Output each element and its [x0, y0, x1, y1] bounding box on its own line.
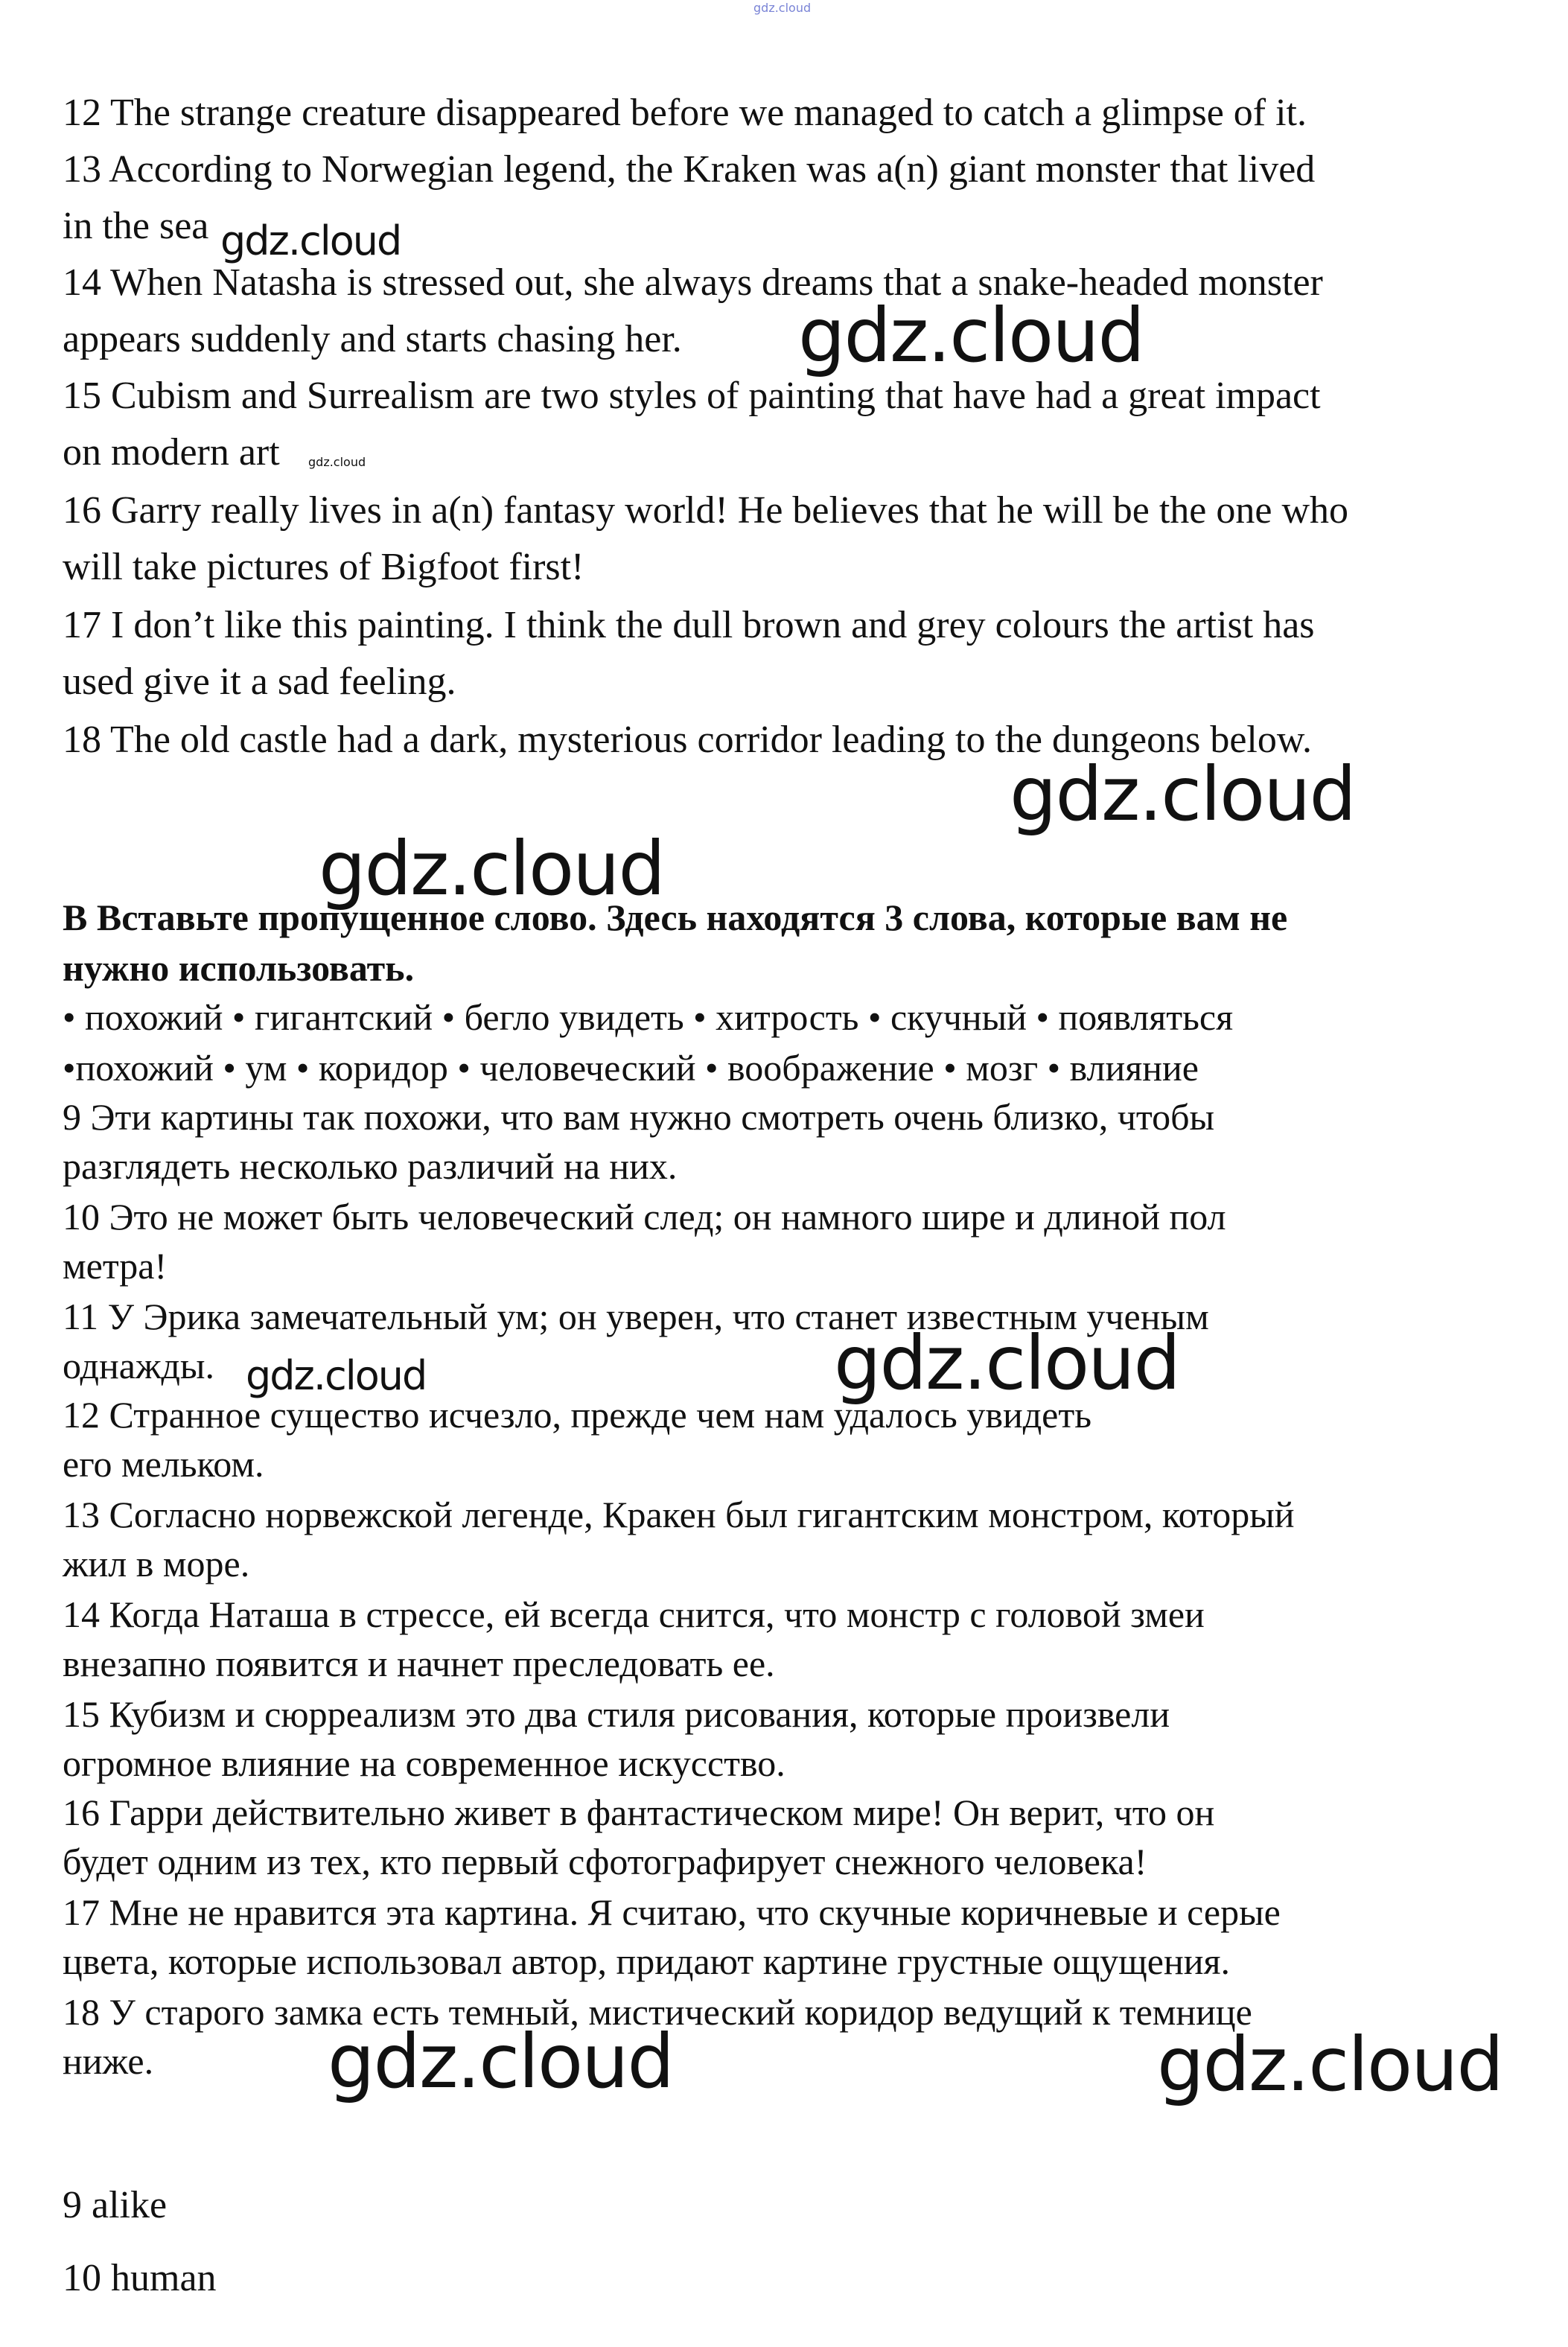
watermark-top: gdz.cloud	[753, 1, 812, 15]
russian-line: будет одним из тех, кто первый сфотографирует снежного человека!	[63, 1841, 1147, 1882]
russian-line: ниже.	[63, 2040, 154, 2082]
task-heading: нужно использовать.	[63, 947, 415, 989]
russian-line: цвета, которые использовал автор, придают картине грустные ощущения.	[63, 1940, 1230, 1982]
english-line: appears suddenly and starts chasing her.	[63, 318, 682, 360]
answer-line: 10 human	[63, 2257, 217, 2299]
english-line: will take pictures of Bigfoot first!	[63, 546, 584, 588]
russian-line: 15 Кубизм и сюрреализм это два стиля рисования, которые произвели	[63, 1693, 1170, 1735]
english-line: used give it a sad feeling.	[63, 660, 456, 703]
russian-line: 10 Это не может быть человеческий след; он намного шире и длиной пол	[63, 1196, 1226, 1238]
english-line: 15 Cubism and Surrealism are two styles of painting that have had a great impact	[63, 375, 1321, 417]
watermark: gdz.cloud	[1010, 751, 1356, 838]
russian-line: 11 У Эрика замечательный ум; он уверен, что станет известным ученым	[63, 1296, 1209, 1337]
russian-line: огромное влияние на современное искусство.	[63, 1742, 785, 1784]
english-line: 14 When Natasha is stressed out, she always dreams that a snake-headed monster	[63, 261, 1323, 304]
russian-line: 14 Когда Наташа в стрессе, ей всегда снится, что монстр с головой змеи	[63, 1593, 1205, 1635]
watermark: gdz.cloud	[246, 1352, 427, 1399]
watermark: gdz.cloud	[328, 2018, 674, 2105]
task-heading: В Вставьте пропущенное слово. Здесь находятся 3 слова, которые вам не	[63, 897, 1288, 938]
russian-line: 17 Мне не нравится эта картина. Я считаю, что скучные коричневые и серые	[63, 1891, 1281, 1933]
english-line: in the sea	[63, 205, 209, 247]
english-line: on modern art	[63, 431, 280, 474]
watermark: gdz.cloud	[308, 455, 366, 469]
watermark: gdz.cloud	[1157, 2021, 1503, 2108]
russian-line: однажды.	[63, 1345, 215, 1386]
russian-line: 16 Гарри действительно живет в фантастическом мире! Он верит, что он	[63, 1792, 1215, 1833]
english-line: 13 According to Norwegian legend, the Kraken was a(n) giant monster that lived	[63, 148, 1316, 191]
english-line: 17 I don’t like this painting. I think the dull brown and grey colours the artist has	[63, 604, 1315, 646]
russian-line: 13 Согласно норвежской легенде, Кракен был гигантским монстром, который	[63, 1494, 1295, 1535]
watermark: gdz.cloud	[834, 1319, 1180, 1407]
answer-line: 9 alike	[63, 2184, 168, 2226]
watermark: gdz.cloud	[319, 825, 665, 912]
russian-line: его мельком.	[63, 1443, 264, 1485]
watermark: gdz.cloud	[220, 217, 401, 264]
russian-line: жил в море.	[63, 1543, 250, 1585]
russian-line: внезапно появится и начнет преследовать ее.	[63, 1643, 775, 1684]
english-line: 18 The old castle had a dark, mysterious corridor leading to the dungeons below.	[63, 719, 1313, 761]
english-line: 12 The strange creature disappeared before we managed to catch a glimpse of it.	[63, 92, 1307, 134]
word-bank-line: •похожий • ум • коридор • человеческий • воображение • мозг • влияние	[63, 1047, 1199, 1089]
english-line: 16 Garry really lives in a(n) fantasy world! He believes that he will be the one who	[63, 489, 1348, 532]
word-bank-line: • похожий • гигантский • бегло увидеть • хитрость • скучный • появляться	[63, 996, 1234, 1038]
russian-line: 9 Эти картины так похожи, что вам нужно смотреть очень близко, чтобы	[63, 1096, 1215, 1138]
russian-line: 18 У старого замка есть темный, мистический коридор ведущий к темнице	[63, 1991, 1252, 2033]
russian-line: разглядеть несколько различий на них.	[63, 1145, 678, 1187]
russian-line: метра!	[63, 1245, 168, 1287]
watermark: gdz.cloud	[798, 292, 1144, 379]
russian-line: 12 Странное существо исчезло, прежде чем нам удалось увидеть	[63, 1394, 1092, 1436]
